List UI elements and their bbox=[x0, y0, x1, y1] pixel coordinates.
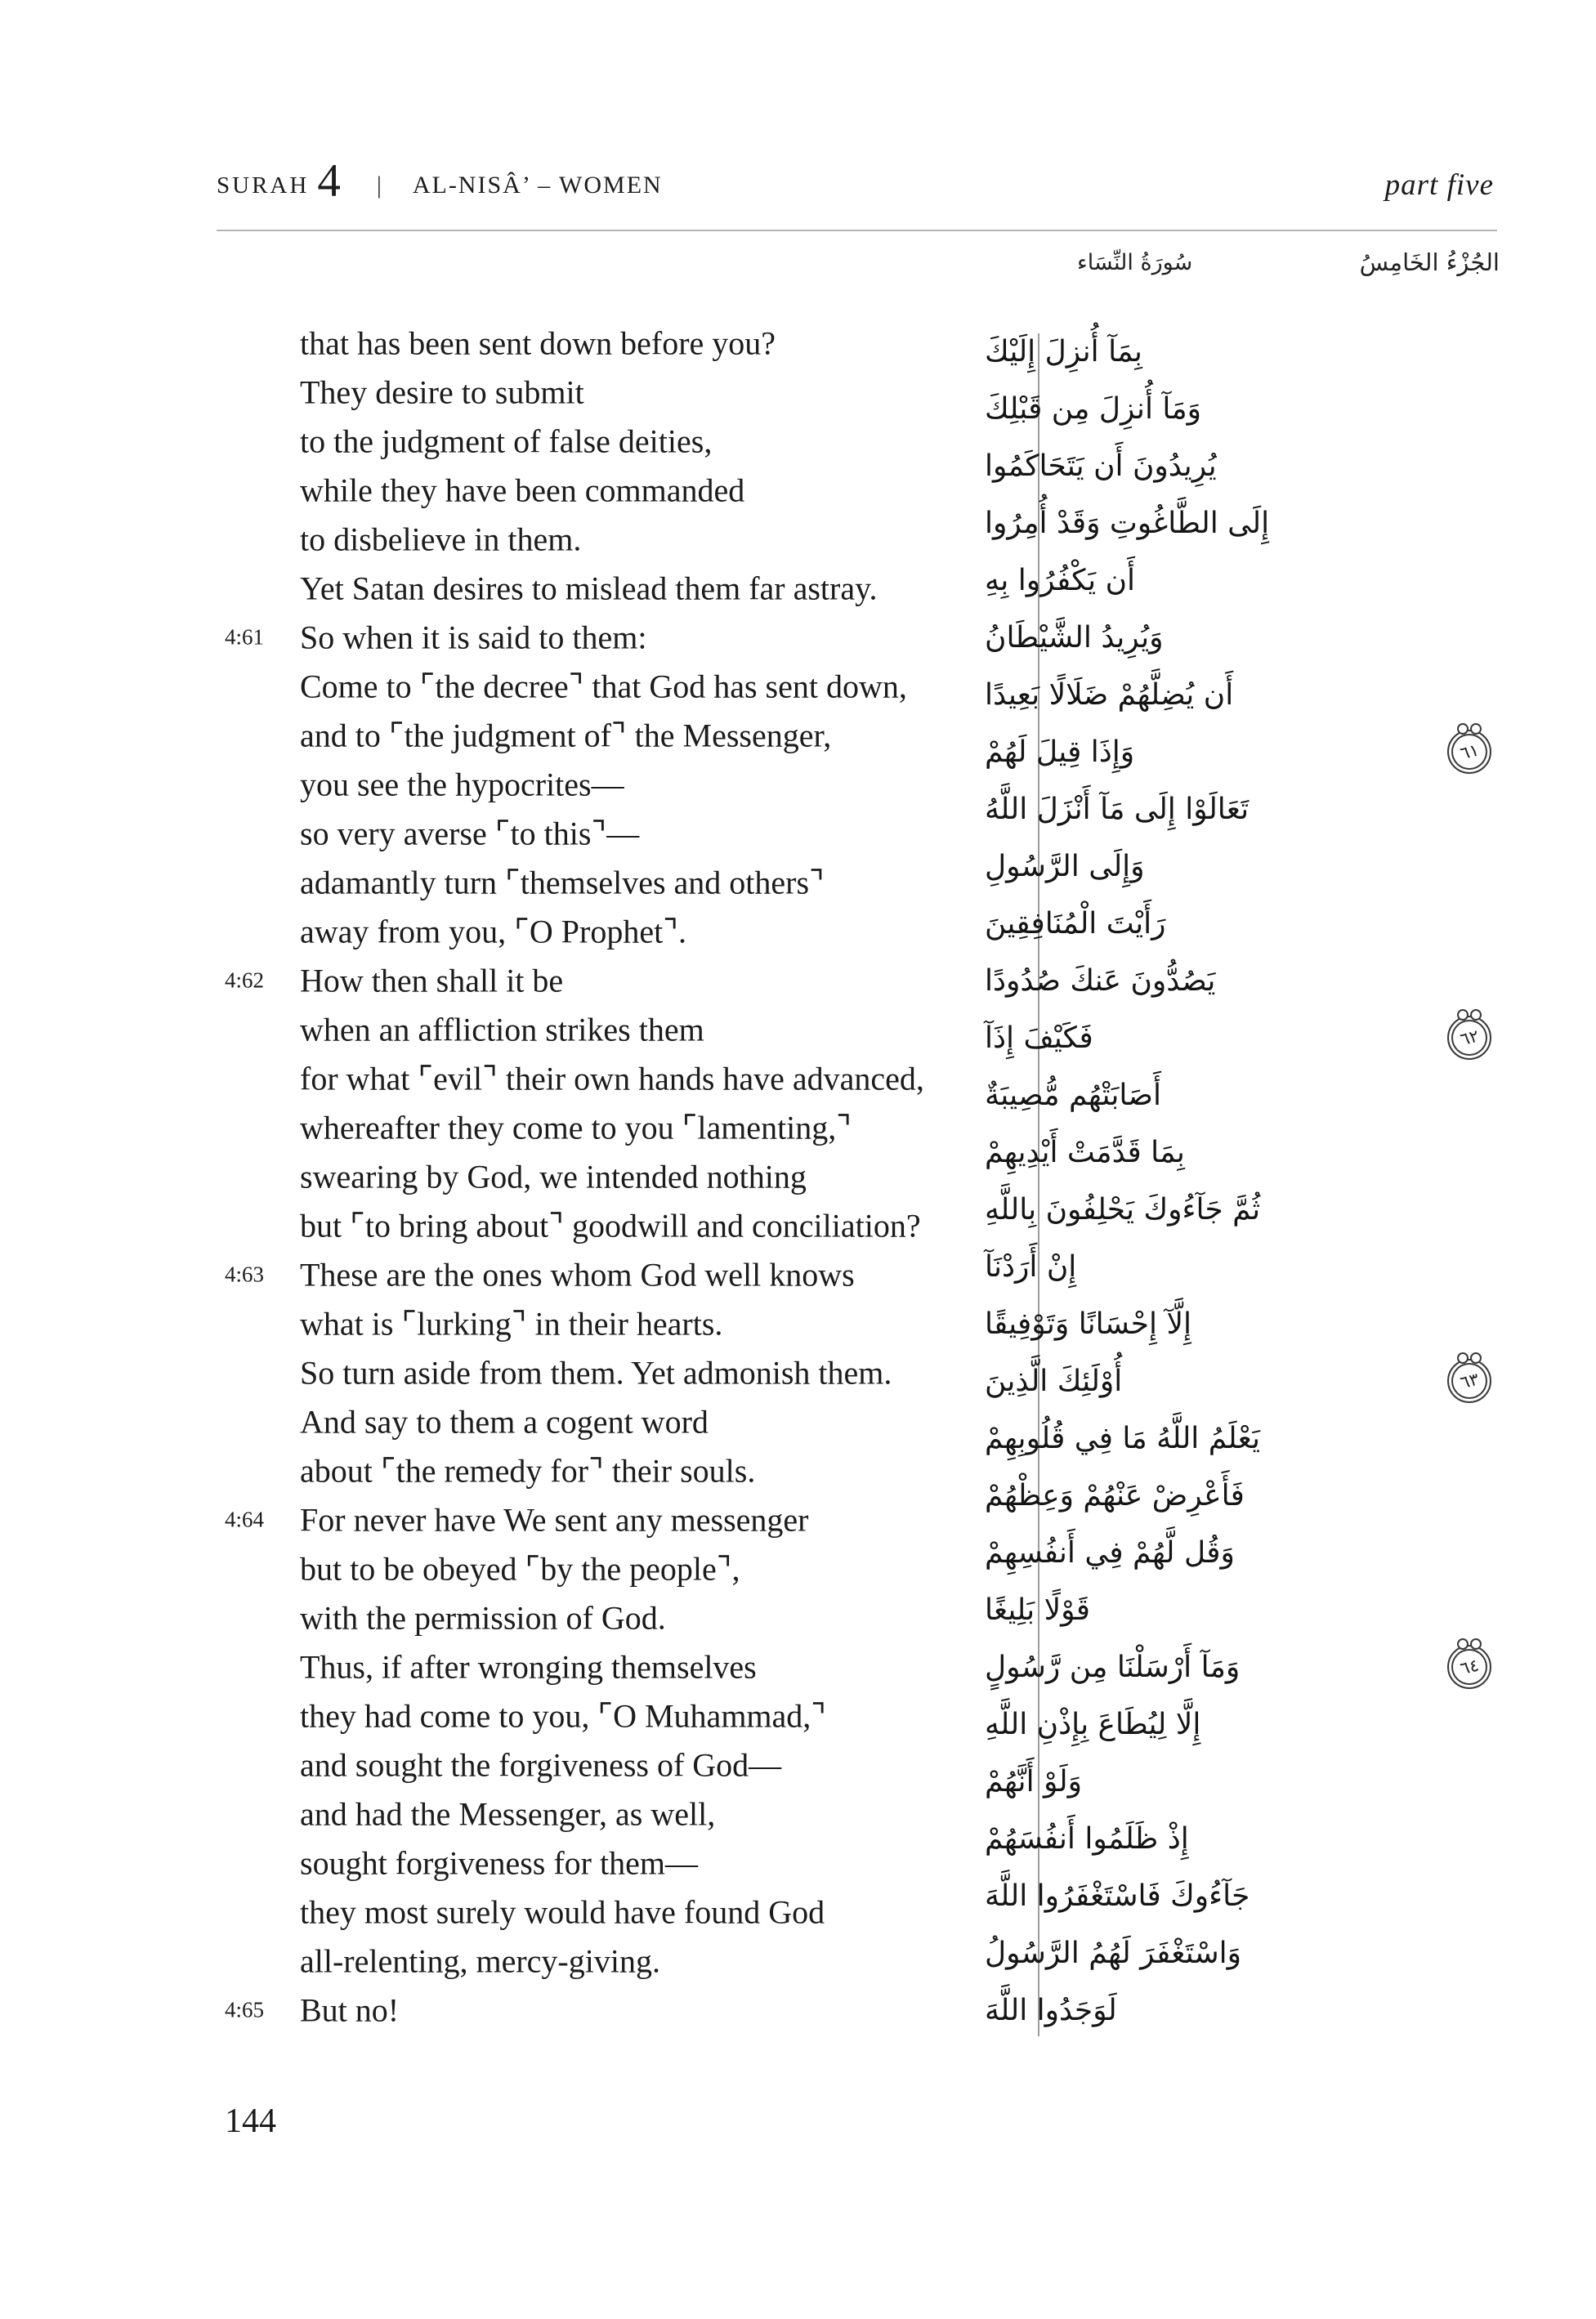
medallion-verse-number: ٦١ bbox=[1458, 739, 1481, 763]
arabic-line bbox=[985, 952, 1426, 1009]
arabic-line bbox=[985, 1124, 1426, 1181]
arabic-line bbox=[985, 1982, 1426, 2039]
arabic-line bbox=[985, 609, 1426, 666]
english-line-text: Come to ⌜the decree⌝ that God has sent down, bbox=[300, 668, 907, 705]
arabic-line-text: يَعْلَمُ اللَّهُ مَا فِي قُلُوبِهِمْ bbox=[985, 1421, 1260, 1455]
english-line bbox=[225, 1103, 1042, 1152]
arabic-line-text: رَأَيْتَ الْمُنَافِقِينَ bbox=[985, 906, 1166, 941]
arabic-line bbox=[985, 1238, 1426, 1295]
arabic-line bbox=[985, 323, 1426, 380]
arabic-line-text: ثُمَّ جَآءُوكَ يَحْلِفُونَ بِاللَّهِ bbox=[985, 1192, 1261, 1227]
english-line bbox=[225, 1888, 1042, 1937]
arabic-line bbox=[985, 895, 1426, 952]
arabic-column bbox=[985, 323, 1481, 2039]
english-line-text: And say to them a cogent word bbox=[300, 1403, 709, 1441]
english-line bbox=[225, 1152, 1042, 1201]
english-line bbox=[225, 809, 1042, 858]
english-line bbox=[225, 1495, 1042, 1544]
arabic-line-text: أُوْلَئِكَ الَّذِينَ bbox=[985, 1364, 1123, 1398]
english-line-text: But no! bbox=[300, 1991, 400, 2029]
page-header bbox=[217, 157, 1495, 208]
verse-end-medallion-icon bbox=[1447, 1645, 1491, 1689]
english-line-text: adamantly turn ⌜themselves and others⌝ bbox=[300, 864, 825, 901]
arabic-line-text: فَأَعْرِضْ عَنْهُمْ وَعِظْهُمْ bbox=[985, 1478, 1245, 1512]
english-line bbox=[225, 515, 1042, 564]
medallion-verse-number: ٦٢ bbox=[1458, 1025, 1481, 1049]
part-label: part five bbox=[1384, 168, 1494, 202]
english-line-text: and had the Messenger, as well, bbox=[300, 1795, 716, 1833]
english-line-text: to disbelieve in them. bbox=[300, 521, 582, 558]
arabic-line bbox=[985, 1467, 1426, 1524]
arabic-line-text: تَعَالَوْا إِلَى مَآ أَنْزَلَ اللَّهُ bbox=[985, 792, 1250, 826]
arabic-line-text: بِمَا قَدَّمَتْ أَيْدِيهِمْ bbox=[985, 1135, 1185, 1169]
english-line-text: So when it is said to them: bbox=[300, 619, 647, 656]
english-line-text: about ⌜the remedy for⌝ their souls. bbox=[300, 1452, 756, 1490]
english-line bbox=[225, 1446, 1042, 1495]
english-line bbox=[225, 1593, 1042, 1642]
english-line-text: you see the hypocrites— bbox=[300, 766, 624, 803]
verse-end-medallion-icon bbox=[1447, 1016, 1491, 1060]
english-line-text: with the permission of God. bbox=[300, 1599, 666, 1637]
arabic-line bbox=[985, 1581, 1426, 1638]
surah-label: SURAH bbox=[217, 172, 310, 199]
english-line bbox=[225, 760, 1042, 809]
arabic-line-text: وَمَآ أَرْسَلْنَا مِن رَّسُولٍ bbox=[985, 1650, 1241, 1684]
arabic-line bbox=[985, 1524, 1426, 1581]
arabic-line-text: وَقُل لَّهُمْ فِي أَنفُسِهِمْ bbox=[985, 1535, 1235, 1570]
arabic-line-text: جَآءُوكَ فَاسْتَغْفَرُوا اللَّهَ bbox=[985, 1879, 1250, 1913]
arabic-juz-title: الجُزْءُ الخَامِسُ bbox=[1359, 248, 1500, 276]
english-line bbox=[225, 1201, 1042, 1250]
english-line-text: so very averse ⌜to this⌝— bbox=[300, 815, 640, 852]
english-line-text: they had come to you, ⌜O Muhammad,⌝ bbox=[300, 1697, 827, 1735]
english-line bbox=[225, 1544, 1042, 1593]
english-line-text: Thus, if after wronging themselves bbox=[300, 1648, 757, 1686]
english-line bbox=[225, 1054, 1042, 1103]
arabic-line-text: أَن يَكْفُرُوا بِهِ bbox=[985, 563, 1136, 597]
arabic-line-text: يُرِيدُونَ أَن يَتَحَاكَمُوا bbox=[985, 449, 1217, 483]
arabic-line-text: قَوْلًا بَلِيغًا bbox=[985, 1593, 1090, 1627]
english-line-text: These are the ones whom God well knows bbox=[300, 1256, 855, 1294]
verse-end-medallion-icon bbox=[1447, 730, 1491, 774]
arabic-line bbox=[985, 1066, 1426, 1124]
arabic-line-text: وَلَوْ أَنَّهُمْ bbox=[985, 1764, 1082, 1798]
english-line bbox=[225, 1790, 1042, 1839]
arabic-line bbox=[985, 1810, 1426, 1867]
page-number: 144 bbox=[225, 2102, 276, 2140]
arabic-line-text: يَصُدُّونَ عَنكَ صُدُودًا bbox=[985, 963, 1216, 998]
english-line bbox=[225, 1642, 1042, 1691]
verse-number: 4:61 bbox=[225, 624, 265, 650]
english-line bbox=[225, 662, 1042, 711]
english-line bbox=[225, 1397, 1042, 1446]
english-column bbox=[225, 319, 1042, 2035]
arabic-line-text: إِنْ أَرَدْنَآ bbox=[985, 1249, 1077, 1284]
arabic-line bbox=[985, 1352, 1481, 1410]
english-line-text: away from you, ⌜O Prophet⌝. bbox=[300, 913, 686, 950]
arabic-line bbox=[985, 437, 1426, 494]
arabic-line bbox=[985, 1924, 1426, 1982]
arabic-line-text: إِلَّا لِيُطَاعَ بِإِذْنِ اللَّهِ bbox=[985, 1707, 1201, 1741]
arabic-line-text: إِلَى الطَّاغُوتِ وَقَدْ أُمِرُوا bbox=[985, 506, 1270, 540]
surah-name: AL-NISÂ’ – WOMEN bbox=[412, 172, 663, 199]
english-line bbox=[225, 1740, 1042, 1790]
arabic-line bbox=[985, 723, 1481, 780]
arabic-line-text: وَمَآ أُنزِلَ مِن قَبْلِكَ bbox=[985, 391, 1202, 426]
arabic-line bbox=[985, 780, 1426, 838]
arabic-line bbox=[985, 838, 1426, 895]
english-line bbox=[225, 1986, 1042, 2035]
verse-number: 4:62 bbox=[225, 967, 265, 993]
verse-end-medallion-icon bbox=[1447, 1359, 1491, 1403]
english-line bbox=[225, 1348, 1042, 1397]
english-line-text: How then shall it be bbox=[300, 962, 564, 999]
english-line-text: sought forgiveness for them— bbox=[300, 1844, 698, 1882]
arabic-line bbox=[985, 1753, 1426, 1810]
english-line bbox=[225, 1937, 1042, 1986]
arabic-line bbox=[985, 666, 1426, 723]
arabic-surah-title: سُورَةُ النِّسَاء bbox=[1077, 250, 1193, 275]
arabic-line-text: وَإِلَى الرَّسُولِ bbox=[985, 849, 1145, 883]
arabic-line bbox=[985, 1867, 1426, 1924]
english-line bbox=[225, 1250, 1042, 1299]
english-line bbox=[225, 1005, 1042, 1054]
english-line-text: when an affliction strikes them bbox=[300, 1011, 704, 1048]
english-line bbox=[225, 1299, 1042, 1348]
arabic-line-text: بِمَآ أُنزِلَ إِلَيْكَ bbox=[985, 334, 1142, 369]
arabic-line bbox=[985, 552, 1426, 609]
english-line-text: and sought the forgiveness of God— bbox=[300, 1746, 782, 1784]
arabic-line-text: أَن يُضِلَّهُمْ ضَلَالًا بَعِيدًا bbox=[985, 677, 1234, 712]
english-line-text: So turn aside from them. Yet admonish them. bbox=[300, 1354, 892, 1392]
arabic-line-text: وَيُرِيدُ الشَّيْطَانُ bbox=[985, 620, 1164, 655]
english-line-text: For never have We sent any messenger bbox=[300, 1501, 809, 1539]
arabic-line bbox=[985, 380, 1426, 437]
arabic-line-text: إِلَّآ إِحْسَانًا وَتَوْفِيقًا bbox=[985, 1307, 1192, 1341]
arabic-line-text: وَإِذَا قِيلَ لَهُمْ bbox=[985, 735, 1135, 769]
english-line-text: whereafter they come to you ⌜lamenting,⌝ bbox=[300, 1109, 852, 1146]
english-line bbox=[225, 1691, 1042, 1740]
english-line bbox=[225, 319, 1042, 368]
arabic-line bbox=[985, 494, 1426, 552]
english-line-text: swearing by God, we intended nothing bbox=[300, 1158, 807, 1195]
arabic-line-text: إِذْ ظَلَمُوا أَنفُسَهُمْ bbox=[985, 1821, 1189, 1856]
header-rule bbox=[217, 230, 1497, 231]
english-line bbox=[225, 368, 1042, 417]
verse-number: 4:64 bbox=[225, 1507, 265, 1532]
english-line bbox=[225, 858, 1042, 907]
verse-number: 4:63 bbox=[225, 1262, 265, 1287]
arabic-line-text: أَصَابَتْهُم مُّصِيبَةٌ bbox=[985, 1078, 1161, 1112]
arabic-line bbox=[985, 1009, 1481, 1066]
english-line bbox=[225, 613, 1042, 662]
english-line-text: Yet Satan desires to mislead them far astray. bbox=[300, 570, 878, 607]
arabic-line-text: لَوَجَدُوا اللَّهَ bbox=[985, 1993, 1117, 2027]
arabic-line bbox=[985, 1295, 1426, 1352]
arabic-line bbox=[985, 1638, 1481, 1696]
medallion-verse-number: ٦٤ bbox=[1458, 1655, 1481, 1678]
english-line-text: what is ⌜lurking⌝ in their hearts. bbox=[300, 1305, 723, 1343]
english-line bbox=[225, 417, 1042, 466]
arabic-line bbox=[985, 1696, 1426, 1753]
english-line bbox=[225, 956, 1042, 1005]
medallion-verse-number: ٦٣ bbox=[1458, 1369, 1481, 1392]
english-line-text: they most surely would have found God bbox=[300, 1893, 825, 1931]
english-line bbox=[225, 711, 1042, 760]
arabic-line-text: فَكَيْفَ إِذَآ bbox=[985, 1021, 1093, 1055]
header-separator: | bbox=[376, 172, 382, 199]
english-line-text: They desire to submit bbox=[300, 373, 584, 411]
arabic-line bbox=[985, 1410, 1426, 1467]
english-line-text: but ⌜to bring about⌝ goodwill and conciliation? bbox=[300, 1207, 921, 1244]
english-line bbox=[225, 1839, 1042, 1888]
surah-title bbox=[217, 151, 663, 207]
english-line bbox=[225, 907, 1042, 956]
english-line-text: to the judgment of false deities, bbox=[300, 422, 713, 460]
surah-number: 4 bbox=[317, 155, 341, 207]
verse-number: 4:65 bbox=[225, 1997, 265, 2022]
english-line-text: that has been sent down before you? bbox=[300, 324, 776, 362]
english-line-text: for what ⌜evil⌝ their own hands have advanced, bbox=[300, 1060, 924, 1097]
english-line bbox=[225, 466, 1042, 515]
arabic-line bbox=[985, 1181, 1426, 1238]
english-line-text: but to be obeyed ⌜by the people⌝, bbox=[300, 1550, 740, 1588]
english-line-text: while they have been commanded bbox=[300, 471, 745, 509]
english-line-text: and to ⌜the judgment of⌝ the Messenger, bbox=[300, 717, 832, 754]
arabic-line-text: وَاسْتَغْفَرَ لَهُمُ الرَّسُولُ bbox=[985, 1936, 1242, 1970]
english-line-text: all-relenting, mercy-giving. bbox=[300, 1942, 660, 1980]
english-line bbox=[225, 564, 1042, 613]
